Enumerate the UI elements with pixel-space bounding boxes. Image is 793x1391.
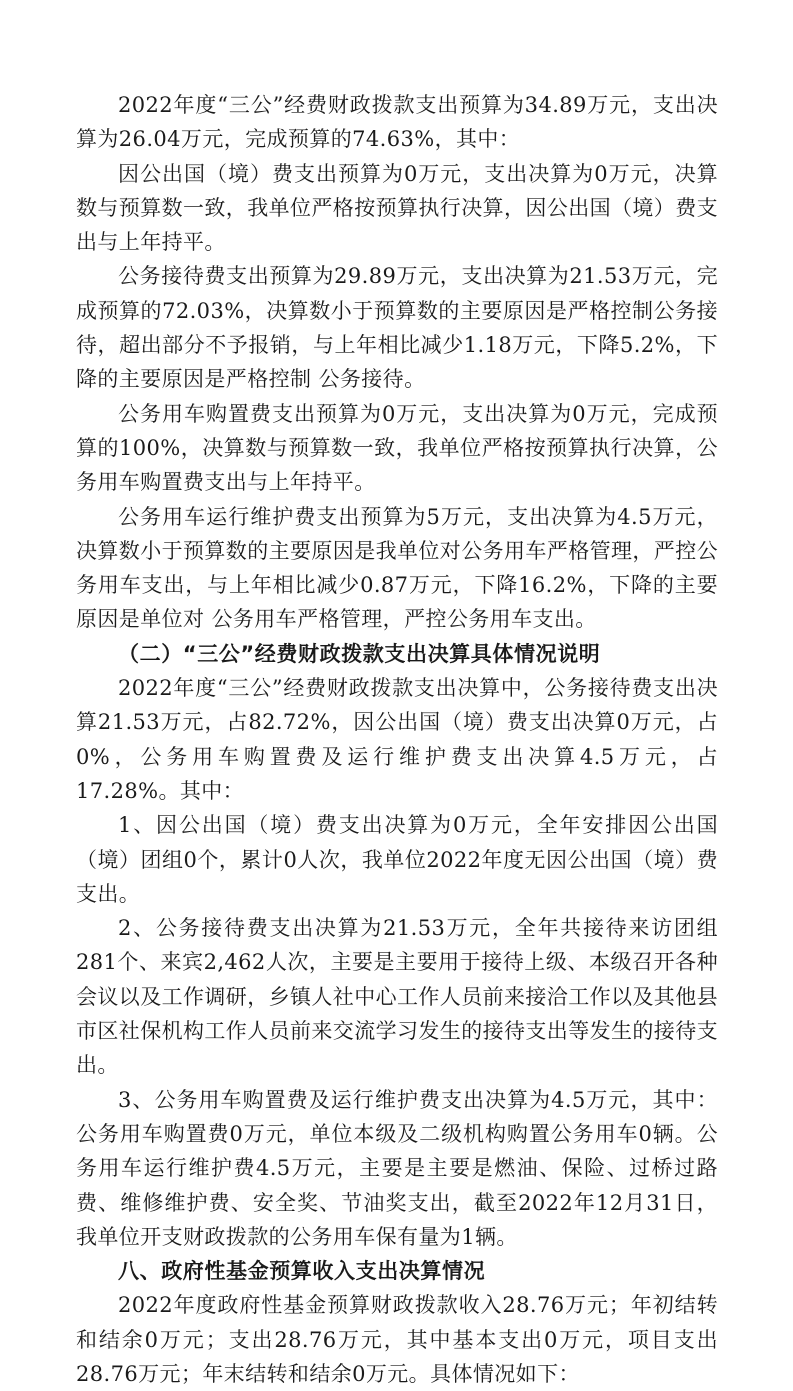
paragraph-three-public-final-accounts: 2022年度“三公”经费财政拨款支出决算中，公务接待费支出决算21.53万元，占82.72%，因公出国（境）费支出决算0万元，占0%，公务用车购置费及运行维护费支出决算4.5万元，占17.28%。其中： [76,676,718,803]
paragraph-vehicle-operation-budget: 公务用车运行维护费支出预算为5万元，支出决算为4.5万元，决算数小于预算数的主要原因是我单位对公务用车严格管理，严控公务用车支出，与上年相比减少0.87万元，下降16.2%，下降的主要原因是单位对 公务用车严格管理，严控公务用车支出。 [76,504,718,632]
paragraph-reception-budget: 公务接待费支出预算为29.89万元，支出决算为21.53万元，完成预算的72.03%，决算数小于预算数的主要原因是严格控制公务接待，超出部分不予报销，与上年相比减少1.18万元，下降5.2%，下降的主要原因是严格控制 公务接待。 [76,264,718,392]
paragraph-government-fund-summary: 2022年度政府性基金预算财政拨款收入28.76万元；年初结转和结余0万元；支出28.76万元，其中基本支出0万元，项目支出28.76万元；年末结转和结余0万元。具体情况如下： [76,1293,718,1386]
paragraph-item-1-overseas-travel: 1、因公出国（境）费支出决算为0万元，全年安排因公出国（境）团组0个，累计0人次，我单位2022年度无因公出国（境）费支出。 [76,813,718,906]
paragraph-item-3-vehicles: 3、公务用车购置费及运行维护费支出决算为4.5万元，其中：公务用车购置费0万元，单位本级及二级机构购置公务用车0辆。公务用车运行维护费4.5万元，主要是主要是燃油、保险、过桥过路费、维修维护费、安全奖、节油奖支出，截至2022年12月31日，我单位开支财政拨款的公务用车保有量为1辆。 [76,1087,718,1249]
paragraph-overseas-travel-budget: 因公出国（境）费支出预算为0万元，支出决算为0万元，决算数与预算数一致，我单位严格按预算执行决算，因公出国（境）费支出与上年持平。 [76,161,718,255]
document-page [76,88,718,1391]
section-heading-government-fund: 八、政府性基金预算收入支出决算情况 [118,1259,486,1284]
section-heading-three-public-details: （二）“三公”经费财政拨款支出决算具体情况说明 [118,641,601,666]
paragraph-three-public-budget-summary: 2022年度“三公”经费财政拨款支出预算为34.89万元，支出决算为26.04万元，完成预算的74.63%，其中： [76,93,718,152]
paragraph-vehicle-purchase-budget: 公务用车购置费支出预算为0万元，支出决算为0万元，完成预算的100%，决算数与预算数一致，我单位严格按预算执行决算，公务用车购置费支出与上年持平。 [76,401,718,495]
paragraph-item-2-reception: 2、公务接待费支出决算为21.53万元，全年共接待来访团组281个、来宾2,462人次，主要是主要用于接待上级、本级召开各种会议以及工作调研，乡镇人社中心工作人员前来接洽工作以及其他县市区社保机构工作人员前来交流学习发生的接待支出等发生的接待支出。 [76,916,718,1078]
